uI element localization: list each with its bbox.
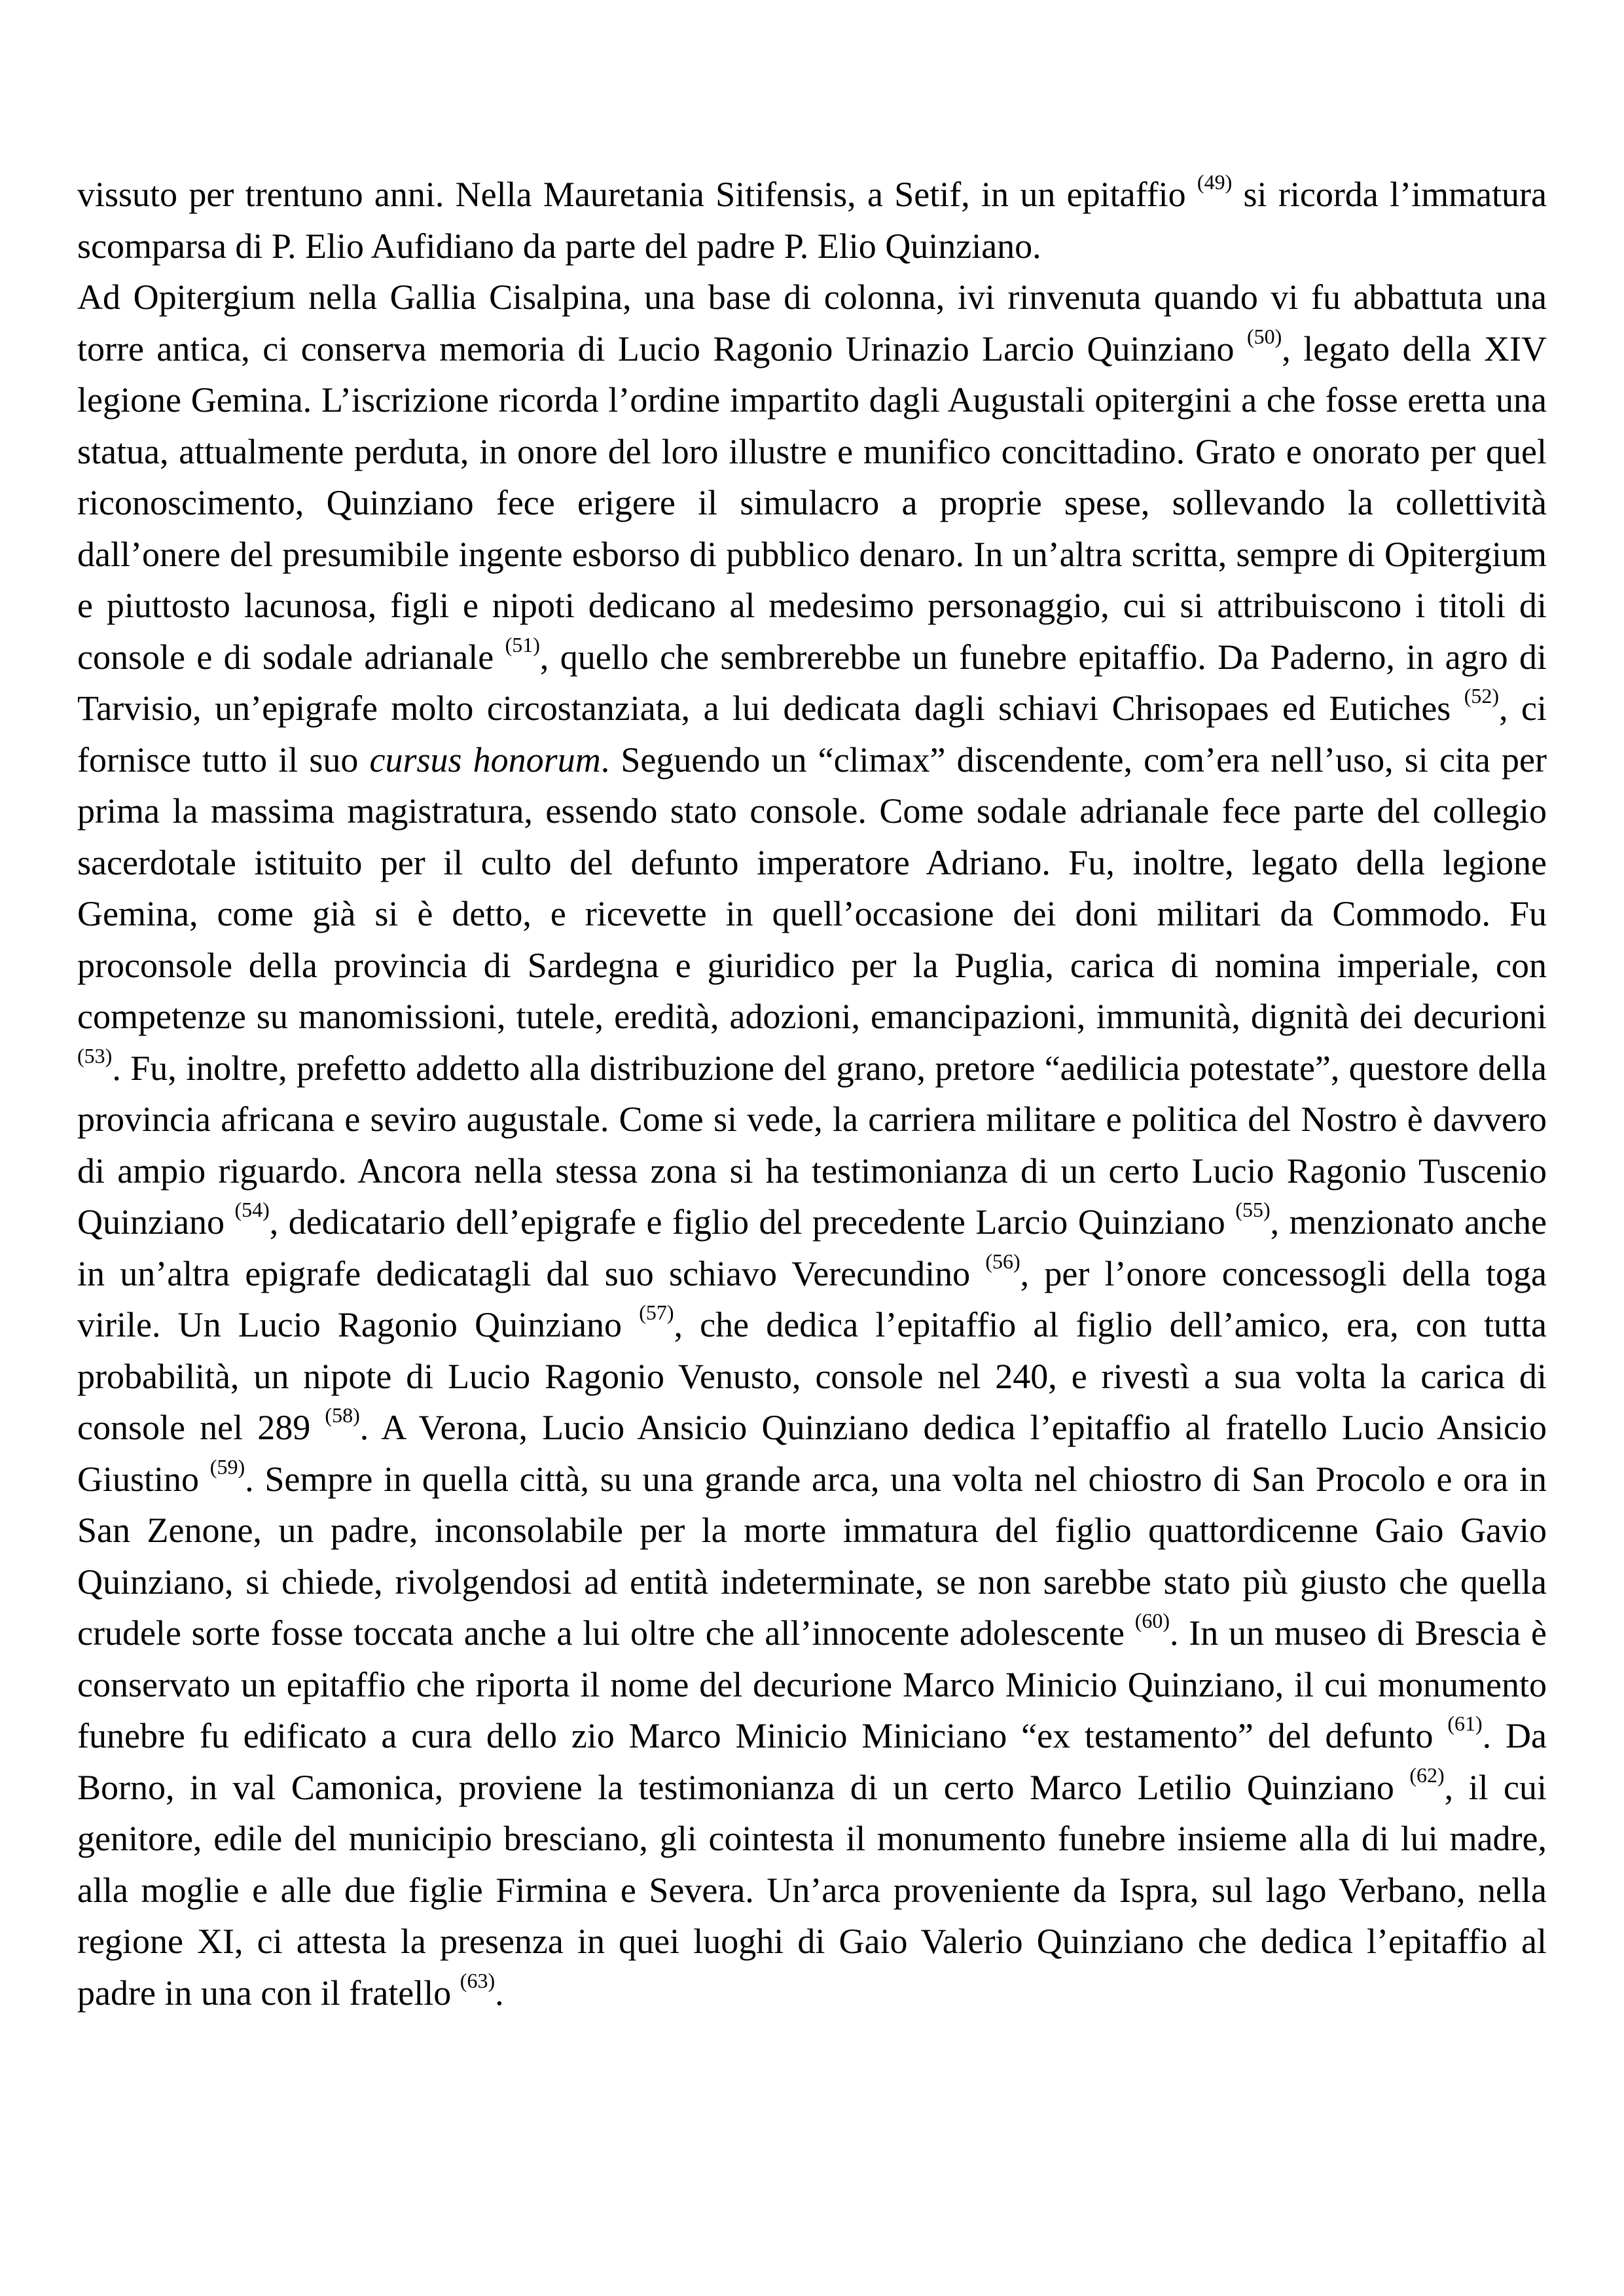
footnote-reference: (61): [1447, 1712, 1483, 1735]
text-run: . Fu, inoltre, prefetto addetto alla distribuzione del grano, pretore “aedilicia potestate”, questore della provincia africana e seviro augustale. Come si vede, la carriera militare e politica del Nostro è davvero di ampio riguardo. Ancora nella stessa zona si ha testimonianza di un certo Lucio Ragonio Tuscenio Quinziano: [77, 1048, 1547, 1242]
footnote-reference: (53): [77, 1043, 113, 1067]
footnote-reference: (63): [460, 1968, 496, 1992]
footnote-reference: (56): [985, 1249, 1020, 1273]
text-run: . A Verona, Lucio Ansicio Quinziano dedica l’epitaffio al fratello Lucio Ansicio Giustino: [77, 1408, 1547, 1499]
footnote-reference: (57): [639, 1300, 674, 1324]
text-run: .: [495, 1973, 504, 2013]
footnote-reference: (50): [1246, 324, 1282, 348]
footnote-reference: (52): [1464, 684, 1500, 708]
text-run: , legato della XIV legione Gemina. L’iscrizione ricorda l’ordine impartito dagli Augustali opitergini a che fosse eretta una statua, attualmente perduta, in onore del loro illustre e munifico concittadino. Grato e onorato per quel riconoscimento, Quinziano fece erigere il simulacro a proprie spese, sollevando la collettività dall’onere del presumibile ingente esborso di pubblico denaro. In un’altra scritta, sempre di Opitergium e piuttosto lacunosa, figli e nipoti dedicano al medesimo personaggio, cui si attribuiscono i titoli di console e di sodale adrianale: [77, 329, 1547, 677]
footnote-reference: (51): [505, 632, 540, 656]
text-run: . In un museo di Brescia è conservato un epitaffio che riporta il nome del decurione Marco Minicio Quinziano, il cui monumento funebre fu edificato a cura dello zio Marco Minicio Miniciano “ex testamento” del defunto: [77, 1613, 1547, 1755]
footnote-reference: (55): [1235, 1198, 1271, 1221]
text-run: vissuto per trentuno anni. Nella Mauretania Sitifensis, a Setif, in un epitaffio: [77, 175, 1197, 214]
text-run: , il cui genitore, edile del municipio bresciano, gli cointesta il monumento funebre insieme alla di lui madre, alla moglie e alle due figlie Firmina e Severa. Un’arca proveniente da Ispra, sul lago Verbano, nella regione XI, ci attesta la presenza in quei luoghi di Gaio Valerio Quinziano che dedica l’epitaffio al padre in una con il fratello: [77, 1767, 1547, 2013]
text-run: , dedicatario dell’epigrafe e figlio del precedente Larcio Quinziano: [269, 1202, 1236, 1242]
text-run: . Seguendo un “climax” discendente, com’era nell’uso, si cita per prima la massima magistratura, essendo stato console. Come sodale adrianale fece parte del collegio sacerdotale istituito per il culto del defunto imperatore Adriano. Fu, inoltre, legato della legione Gemina, come già si è detto, e ricevette in quell’occasione dei doni militari da Commodo. Fu proconsole della provincia di Sardegna e giuridico per la Puglia, carica di nomina imperiale, con competenze su manomissioni, tutele, eredità, adozioni, emancipazioni, immunità, dignità dei decurioni: [77, 740, 1547, 1036]
text-run: , quello che sembrerebbe un funebre epitaffio. Da Paderno, in agro di Tarvisio, un’epigrafe molto circostanziata, a lui dedicata dagli schiavi Chrisopaes ed Eutiches: [77, 637, 1547, 728]
footnote-reference: (58): [325, 1403, 360, 1427]
text-run: . Sempre in quella città, su una grande arca, una volta nel chiostro di San Procolo e ora in San Zenone, un padre, inconsolabile per la morte immatura del figlio quattordicenne Gaio Gavio Quinziano, si chiede, rivolgendosi ad entità indeterminate, se non sarebbe stato più giusto che quella crudele sorte fosse toccata anche a lui oltre che all’innocente adolescente: [77, 1459, 1547, 1653]
footnote-reference: (62): [1409, 1763, 1445, 1787]
paragraph: [77, 169, 1547, 272]
document-page: [77, 169, 1547, 2018]
text-run: , che dedica l’epitaffio al figlio dell’amico, era, con tutta probabilità, un nipote di Lucio Ragonio Venusto, console nel 240, e rivestì a sua volta la carica di console nel 289: [77, 1305, 1547, 1447]
text-run: , menzionato anche in un’altra epigrafe dedicatagli dal suo schiavo Verecundino: [77, 1202, 1547, 1293]
text-run: , per l’onore concessogli della toga virile. Un Lucio Ragonio Quinziano: [77, 1253, 1547, 1344]
footnote-reference: (59): [209, 1454, 245, 1479]
italic-term: cursus honorum: [369, 740, 601, 780]
footnote-reference: (60): [1134, 1609, 1170, 1632]
text-run: , ci fornisce tutto il suo: [77, 689, 1547, 780]
text-run: . Da Borno, in val Camonica, proviene la testimonianza di un certo Marco Letilio Quinziano: [77, 1716, 1547, 1807]
footnote-reference: (54): [234, 1198, 270, 1221]
text-run: Ad Opitergium nella Gallia Cisalpina, una base di colonna, ivi rinvenuta quando vi fu abbattuta una torre antica, ci conserva memoria di Lucio Ragonio Urinazio Larcio Quinziano: [77, 278, 1547, 368]
text-run: si ricorda l’immatura scomparsa di P. Elio Aufidiano da parte del padre P. Elio Quinziano.: [77, 175, 1547, 266]
paragraph: [77, 272, 1547, 2018]
footnote-reference: (49): [1197, 170, 1233, 194]
